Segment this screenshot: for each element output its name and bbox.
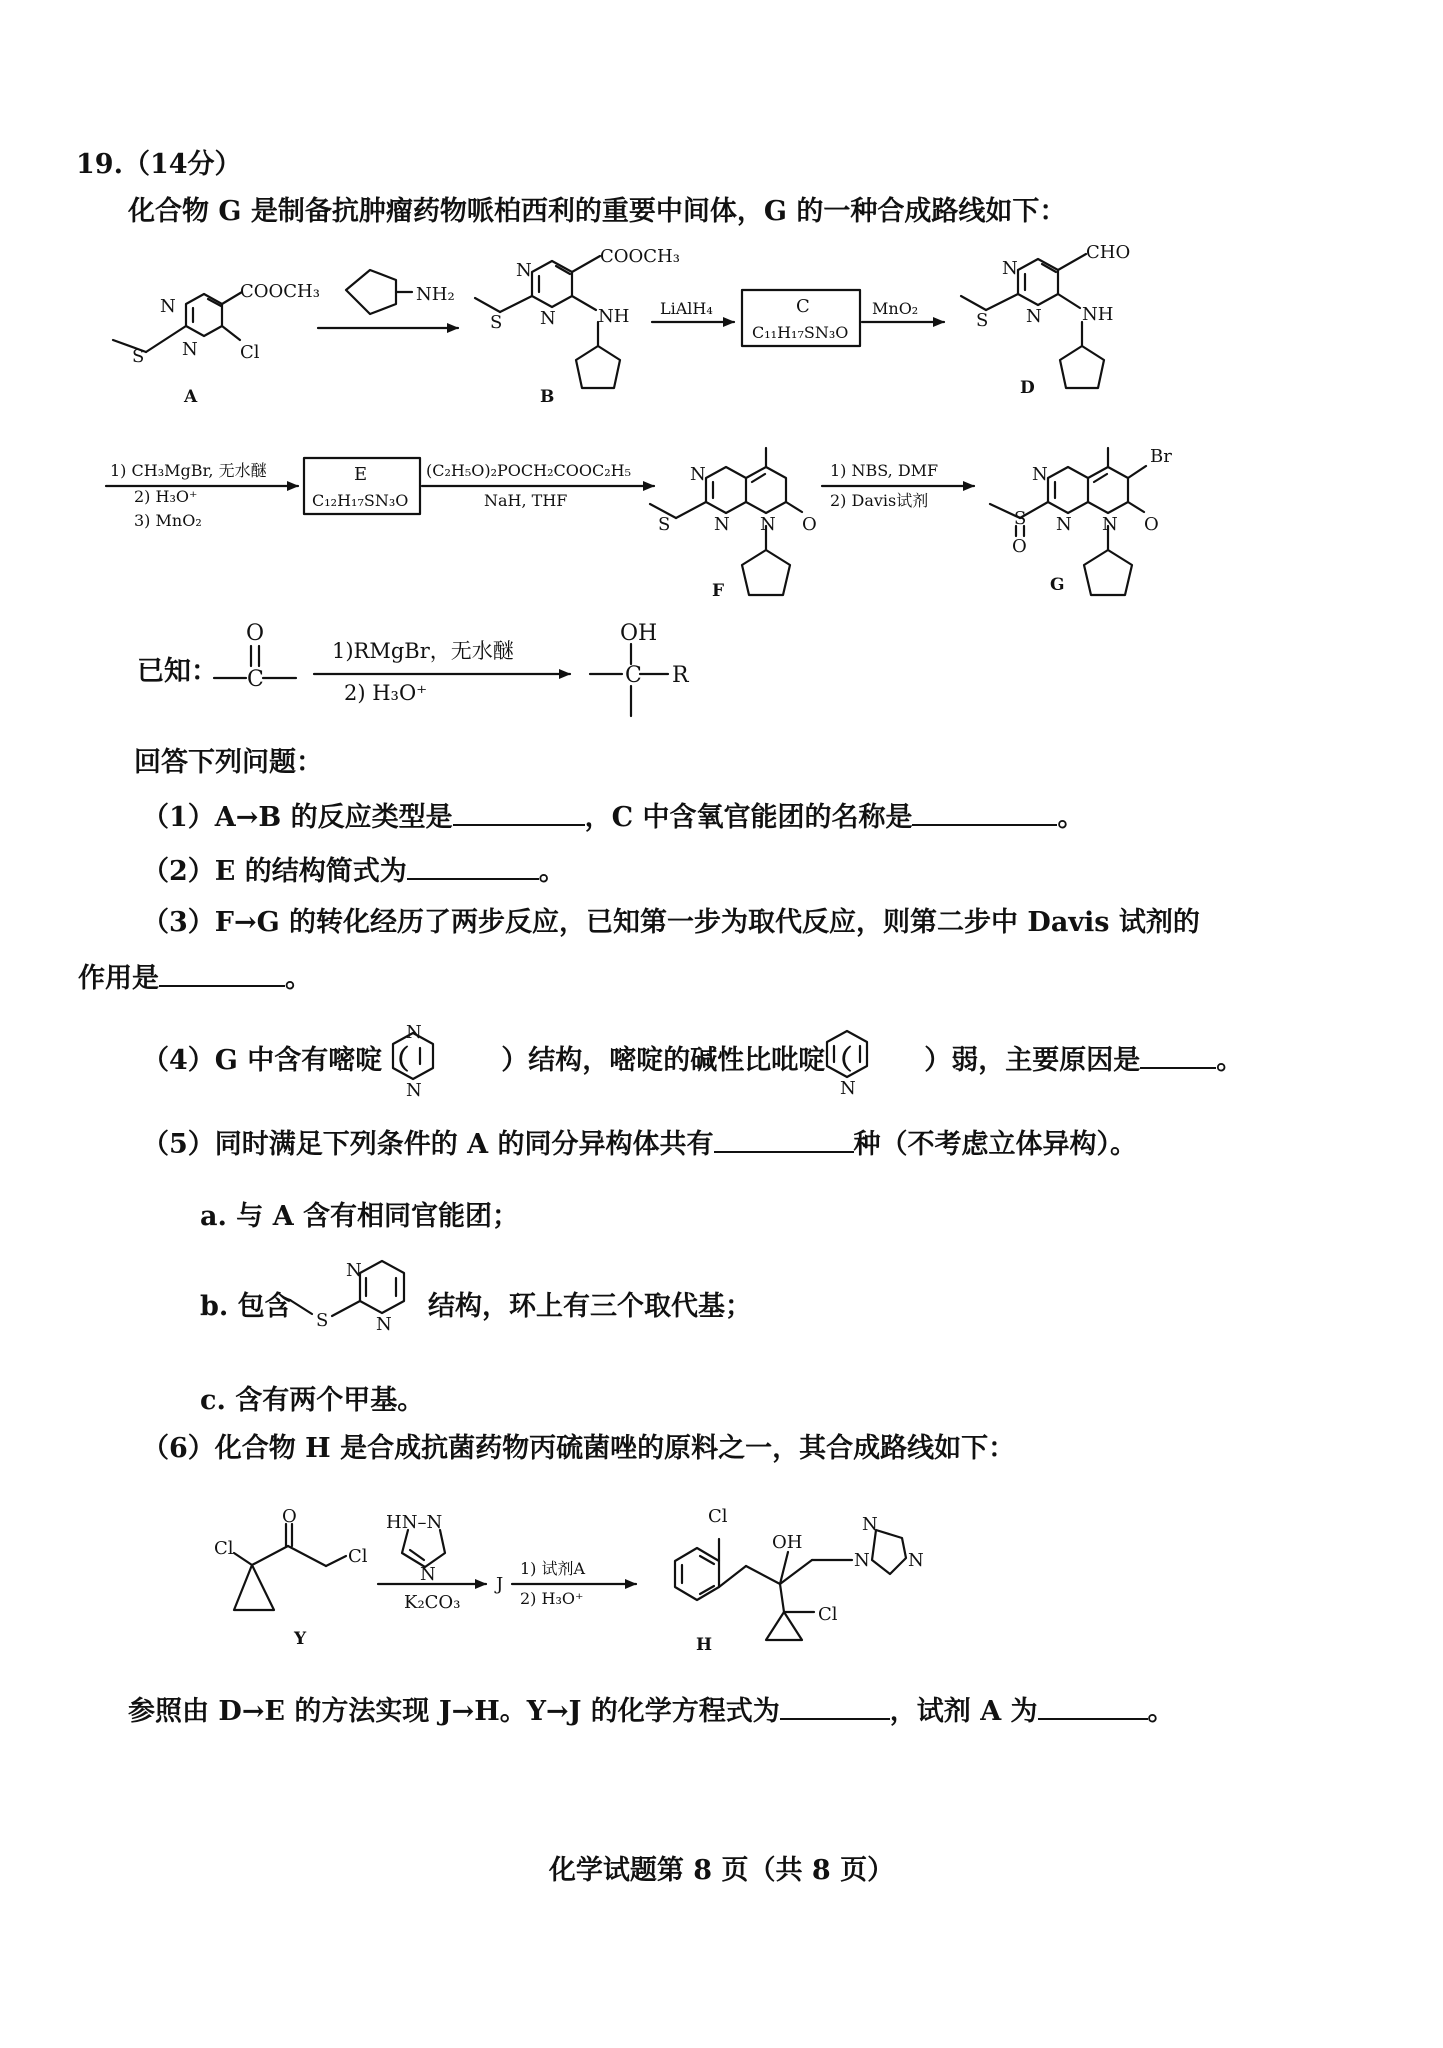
reagent-nh2: NH₂: [416, 284, 455, 305]
reagent-mno2: MnO₂: [872, 299, 919, 318]
pyridine-structure: [827, 1031, 867, 1077]
label-d: D: [1020, 378, 1035, 398]
h-n3: N: [908, 1550, 924, 1571]
question-number: 19.（14分）: [76, 149, 242, 180]
cond-b-n2: N: [376, 1314, 392, 1335]
a-cl: Cl: [240, 342, 260, 363]
a-n2: N: [182, 339, 198, 360]
y-cl1: Cl: [214, 1538, 234, 1559]
g-br: Br: [1150, 446, 1172, 467]
compound-y-structure: [234, 1524, 346, 1610]
known-label: 已知：: [137, 656, 218, 687]
reagent-de-3: 3) MnO₂: [134, 511, 202, 530]
condition-c: c. 含有两个甲基。: [200, 1385, 425, 1416]
g-o: O: [1144, 514, 1159, 535]
answer-intro: 回答下列问题：: [134, 747, 323, 778]
a-n1: N: [160, 296, 176, 317]
known-reaction-text: [246, 621, 690, 705]
q1-end: 。: [1057, 802, 1085, 833]
q4-part-b: ）结构，嘧啶的碱性比吡啶（: [501, 1045, 853, 1076]
g-so: O: [1012, 536, 1027, 557]
q3-line1: （3）F→G 的转化经历了两步反应，已知第一步为取代反应，则第二步中 Davis 试剂的: [142, 907, 1200, 938]
g-n2: N: [1056, 514, 1072, 535]
b-s: S: [490, 312, 503, 333]
q6-end: 。: [1147, 1696, 1175, 1727]
q1-part-a: （1）A→B 的反应类型是: [142, 802, 453, 833]
f-n3: N: [760, 514, 776, 535]
f-o: O: [802, 514, 817, 535]
label-e: E: [354, 464, 368, 485]
q3-end: 。: [285, 963, 312, 994]
d-nh: NH: [1082, 304, 1114, 325]
page-footer: 化学试题第 8 页（共 8 页）: [548, 1855, 895, 1886]
d-s: S: [976, 310, 989, 331]
label-h: H: [696, 1635, 713, 1655]
h-n1: N: [854, 1550, 870, 1571]
known-reagent-2: 2) H₃O⁺: [344, 681, 428, 705]
known-r: R: [672, 663, 689, 688]
pyridine-n: N: [840, 1078, 856, 1099]
known-c2: C: [625, 663, 642, 688]
compound-a-structure: [113, 292, 242, 352]
b-nh: NH: [598, 306, 630, 327]
q4-part-c: ）弱，主要原因是: [924, 1045, 1141, 1076]
label-j: J: [496, 1574, 504, 1595]
known-c1: C: [247, 667, 264, 692]
y-o: O: [282, 1506, 297, 1527]
known-reagent-1: 1)RMgBr，无水醚: [332, 639, 514, 663]
h-cl1: Cl: [708, 1506, 728, 1527]
d-n2: N: [1026, 306, 1042, 327]
reagent-de-2: 2) H₃O⁺: [134, 487, 198, 506]
condition-a: a. 与 A 含有相同官能团；: [200, 1201, 520, 1232]
h-oh: OH: [772, 1532, 803, 1553]
triazole-structure: [402, 1530, 445, 1567]
compound-h-text: [696, 1506, 924, 1655]
b-coome: COOCH₃: [600, 246, 680, 267]
compound-y-text: [214, 1506, 368, 1649]
condition-b-2: 结构，环上有三个取代基；: [428, 1291, 752, 1322]
compound-d-text: [976, 242, 1130, 398]
cond-b-n1: N: [346, 1260, 362, 1281]
q2-end: 。: [538, 856, 566, 887]
compound-b-text: [490, 246, 680, 407]
label-f: F: [712, 581, 725, 601]
q6-part-a: 参照由 D→E 的方法实现 J→H。Y→J 的化学方程式为: [128, 1696, 780, 1727]
question-intro: 化合物 G 是制备抗肿瘤药物哌柏西利的重要中间体，G 的一种合成路线如下：: [128, 196, 1067, 227]
reagent-jh-1: 1) 试剂A: [520, 1559, 586, 1578]
reagent-ef-1: (C₂H₅O)₂POCH₂COOC₂H₅: [426, 461, 632, 480]
q4-end: 。: [1216, 1045, 1244, 1076]
d-cho: CHO: [1086, 242, 1131, 263]
reagent-de-1: 1) CH₃MgBr, 无水醚: [110, 461, 267, 480]
y-cl2: Cl: [348, 1546, 368, 1567]
q4-part-a: （4）G 中含有嘧啶（: [142, 1045, 410, 1076]
g-n3: N: [1102, 514, 1118, 535]
h-cl2: Cl: [818, 1604, 838, 1625]
triazole-hn-nn: HN–N: [386, 1512, 443, 1533]
q6-part-b: ，试剂 A 为: [889, 1696, 1038, 1727]
reagent-fg-2: 2) Davis试剂: [830, 491, 929, 510]
reagent-jh-2: 2) H₃O⁺: [520, 1589, 584, 1608]
condition-b-1: b. 包含: [200, 1291, 292, 1322]
cyclopentylamine-structure: [346, 270, 412, 314]
q3-part-a: 作用是: [78, 963, 159, 994]
label-a: A: [184, 387, 198, 407]
label-g: G: [1050, 575, 1065, 595]
g-s: S: [1014, 508, 1027, 529]
f-n2: N: [714, 514, 730, 535]
label-b: B: [540, 387, 555, 407]
f-n1: N: [690, 464, 706, 485]
q2-part-a: （2）E 的结构简式为: [142, 856, 407, 887]
d-n1: N: [1002, 258, 1018, 279]
b-n1: N: [516, 260, 532, 281]
known-o: O: [246, 621, 265, 646]
reagent-lialh4: LiAlH₄: [660, 299, 713, 318]
reagent-ef-2: NaH, THF: [484, 491, 568, 510]
a-coome: COOCH₃: [240, 281, 320, 302]
label-y: Y: [294, 1629, 307, 1649]
compound-g-text: [1012, 446, 1172, 595]
reagent-fg-1: 1) NBS, DMF: [830, 461, 939, 480]
triazole-n: N: [420, 1564, 436, 1585]
pyrimidine-n2: N: [406, 1080, 422, 1101]
compound-f-text: [658, 464, 817, 601]
q5-part-a: （5）同时满足下列条件的 A 的同分异构体共有: [142, 1129, 714, 1160]
q6: （6）化合物 H 是合成抗菌药物丙硫菌唑的原料之一，其合成路线如下：: [142, 1433, 1016, 1464]
formula-c: C₁₁H₁₇SN₃O: [752, 323, 849, 342]
label-c: C: [796, 296, 810, 317]
g-n1: N: [1032, 464, 1048, 485]
q1-part-b: ，C 中含氧官能团的名称是: [584, 802, 913, 833]
formula-e: C₁₂H₁₇SN₃O: [312, 491, 409, 510]
cond-b-s: S: [316, 1310, 329, 1331]
h-n2: N: [862, 1514, 878, 1535]
f-s: S: [658, 514, 671, 535]
pyrimidine-n1: N: [406, 1022, 422, 1043]
a-s: S: [132, 346, 145, 367]
b-n2: N: [540, 308, 556, 329]
known-oh: OH: [620, 621, 658, 646]
reagent-k2co3: K₂CO₃: [404, 1592, 461, 1613]
q5-part-b: 种（不考虑立体异构）。: [853, 1129, 1138, 1160]
